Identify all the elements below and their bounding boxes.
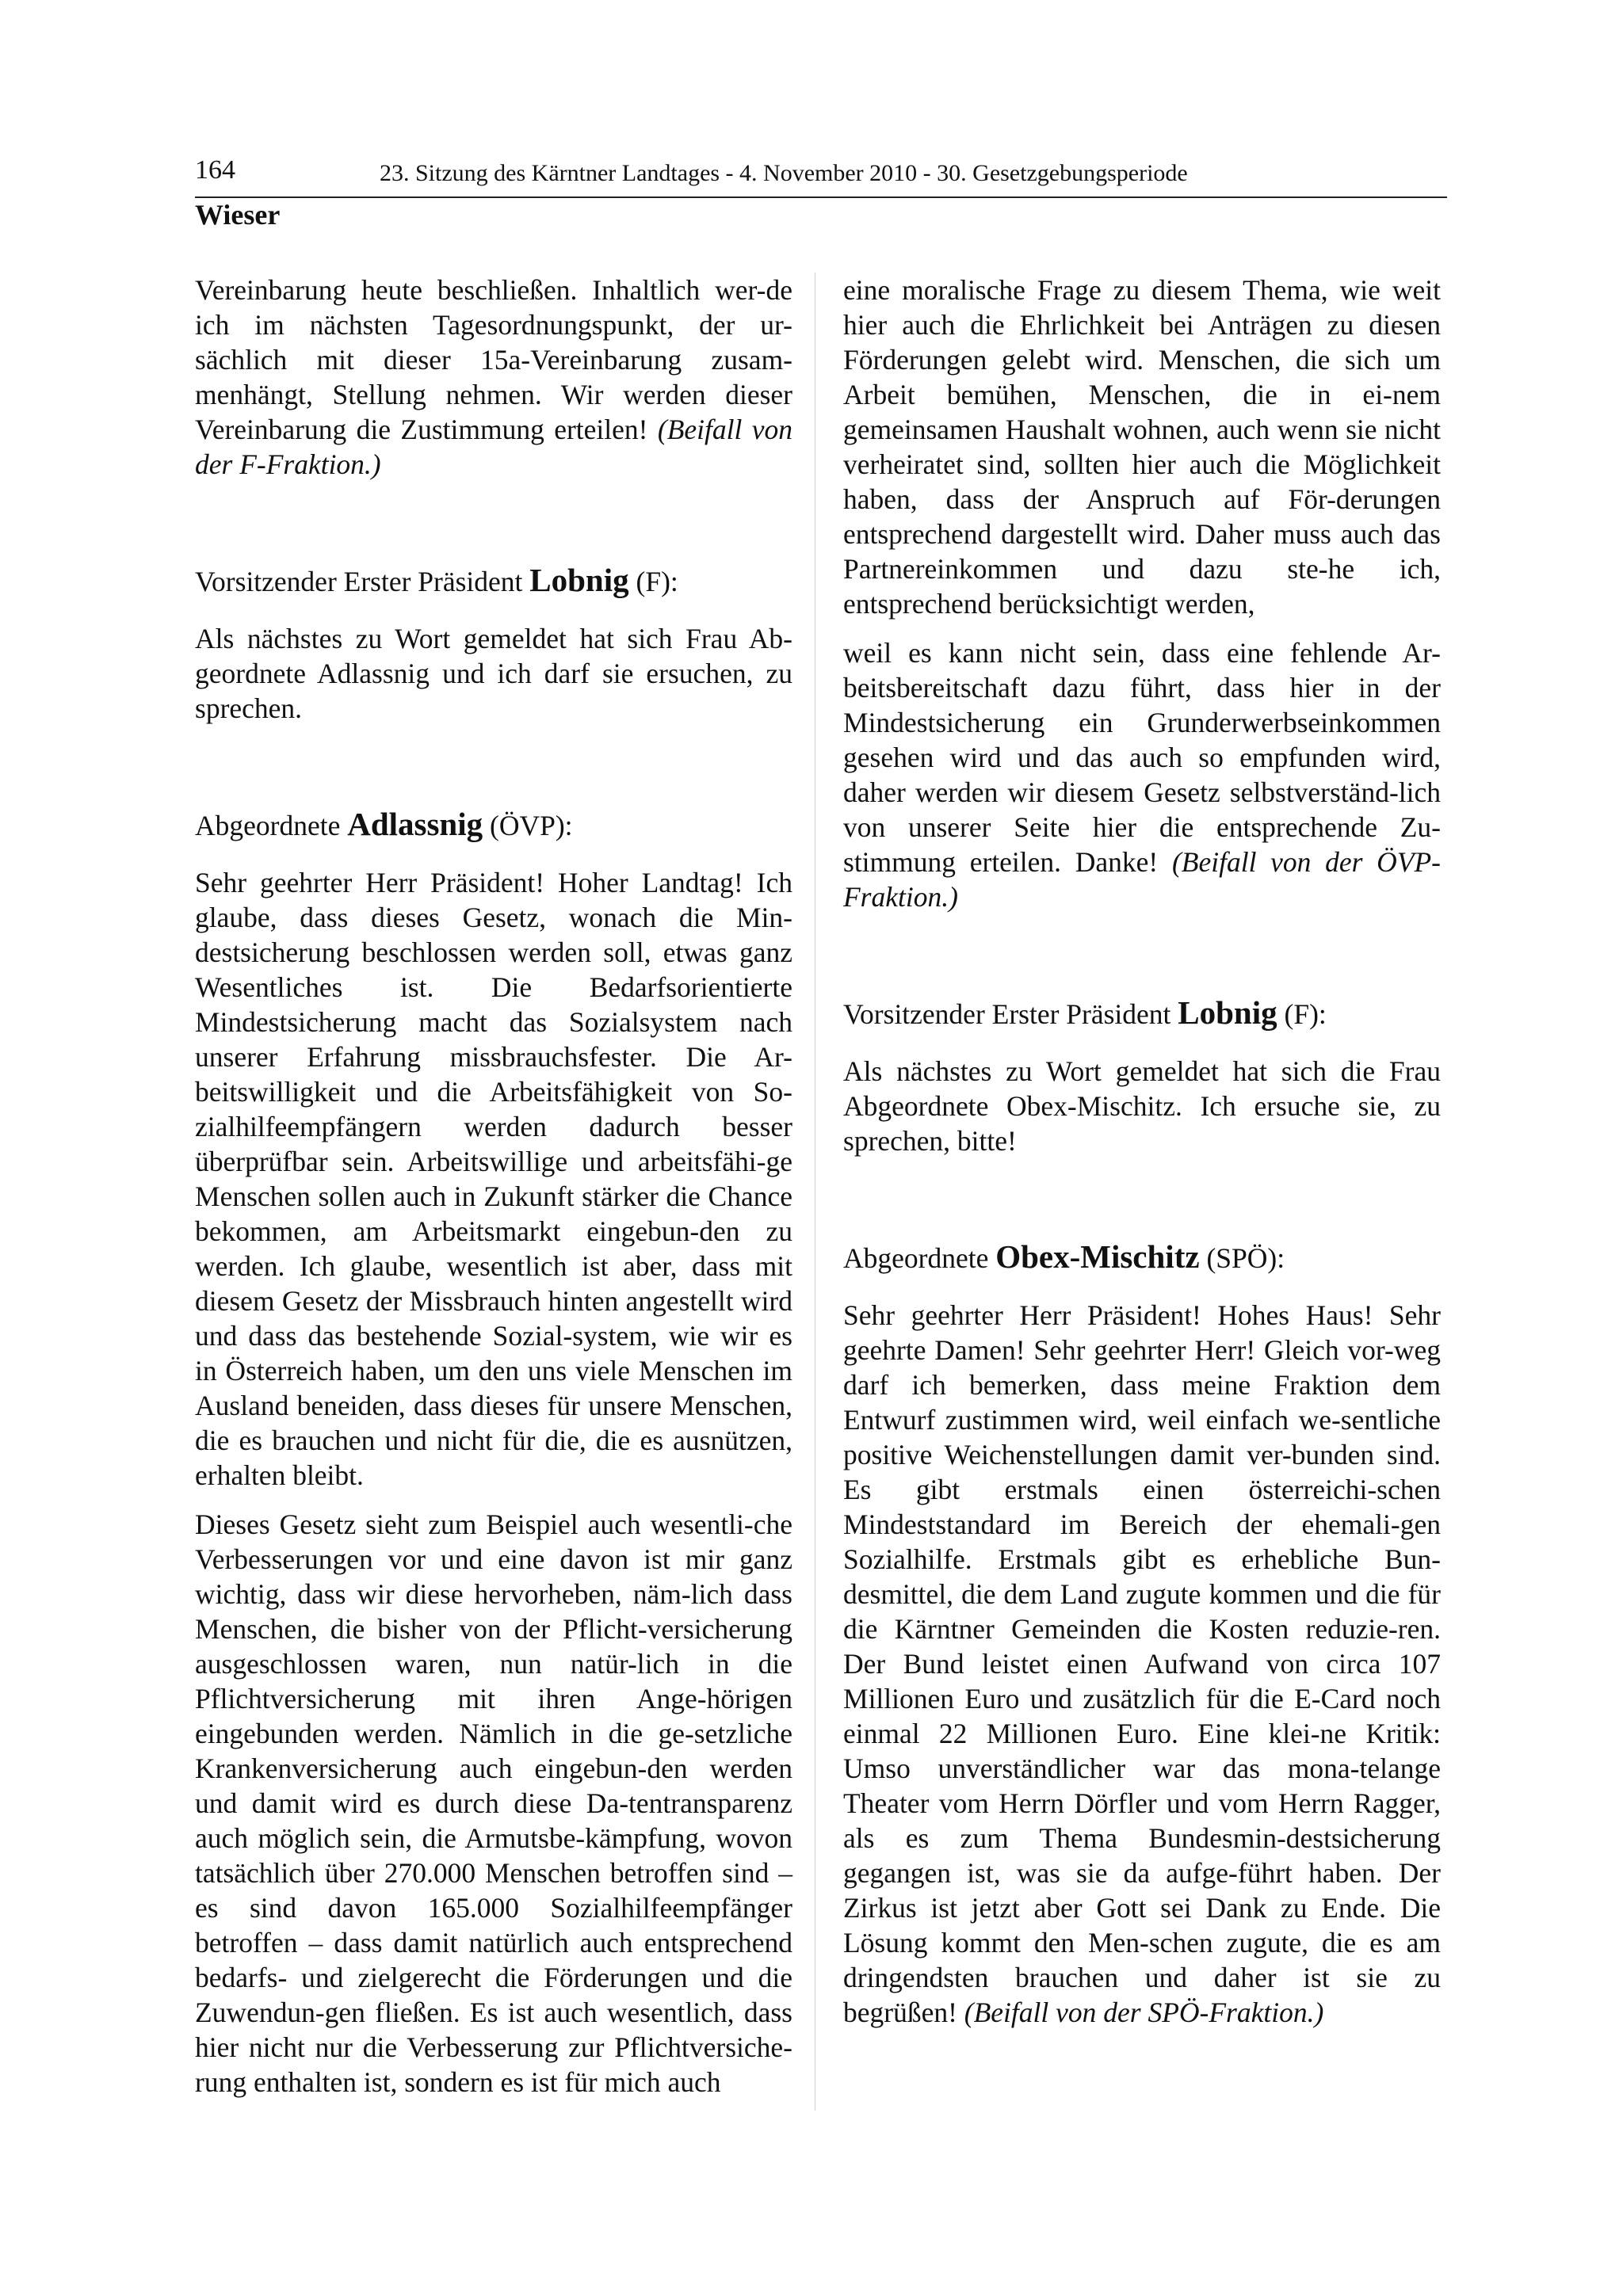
speaker-name: Adlassnig	[347, 806, 483, 842]
speaker-role: Abgeordnete	[843, 1242, 996, 1274]
speaker-heading	[195, 807, 792, 843]
speaker-party: (ÖVP):	[483, 810, 573, 841]
paragraph-text: Sehr geehrter Herr Präsident! Hohes Haus! Sehr geehrte Damen! Sehr geehrter Herr! Gleich vor-weg darf ich bemerken, dass meine Fraktion dem Entwurf zustimmen wird, weil einfach we-sentliche positive Weichenstellungen damit ver-bunden sind. Es gibt erstmals einen österreichi-schen Mindeststandard im Bereich der ehemali-gen Sozialhilfe. Erstmals gibt es erhebliche Bun-desmittel, die dem Land zugute kommen und die für die Kärntner Gemeinden die Kosten reduzie-ren. Der Bund leistet einen Aufwand von circa 107 Millionen Euro und zusätzlich für die E-Card noch einmal 22 Millionen Euro. Eine klei-ne Kritik: Umso unverständlicher war das mona-telange Theater vom Herrn Dörfler und vom Herrn Ragger, als es zum Thema Bundesmin-destsicherung gegangen ist, was sie da aufge-führt haben. Der Zirkus ist jetzt aber Gott sei Dank zu Ende. Die Lösung kommt den Men-schen zugute, die es am dringendsten brauchen und daher ist sie zu begrüßen!	[843, 1299, 1441, 2028]
paragraph-text: Vereinbarung heute beschließen. Inhaltlich wer-de ich im nächsten Tagesordnungspunkt, der ur-sächlich mit dieser 15a-Vereinbarung zusam-menhängt, Stellung nehmen. Wir werden dieser Vereinbarung die Zustimmung erteilen!	[195, 274, 792, 445]
speaker-name: Lobnig	[529, 562, 629, 598]
applause-note: (Beifall von der F-Fraktion.)	[195, 414, 792, 480]
applause-note: (Beifall von der SPÖ-Fraktion.)	[964, 1997, 1324, 2028]
paragraph: Als nächstes zu Wort gemeldet hat sich Frau Ab-geordnete Adlassnig und ich darf sie ersuchen, zu sprechen.	[195, 623, 792, 724]
speaker-heading	[843, 995, 1441, 1032]
applause-note: (Beifall von der ÖVP-Fraktion.)	[843, 846, 1442, 913]
page-number: 164	[195, 155, 235, 185]
paragraph: Dieses Gesetz sieht zum Beispiel auch wesentli-che Verbesserungen vor und eine davon ist mir ganz wichtig, dass wir diese hervorheben, näm-lich dass Menschen, die bisher von der Pflicht-versicherung ausgeschlossen waren, nun natür-lich in die Pflichtversicherung mit ihren Ange-hörigen eingebunden werden. Nämlich in die ge-setzliche Krankenversicherung auch eingebun-den werden und damit wird es durch diese Da-tentransparenz auch möglich sein, die Armutsbe-kämpfung, wovon tatsächlich über 270.000 Menschen betroffen sind – es sind davon 165.000 Sozialhilfeempfänger betroffen – dass damit natürlich auch entsprechend bedarfs- und zielgerecht die Förderungen und die Zuwendun-gen fließen. Es ist auch wesentlich, dass hier nicht nur die Verbesserung zur Pflichtversiche-rung enthalten ist, sondern es ist für mich auch	[195, 1508, 792, 2098]
session-title: 23. Sitzung des Kärntner Landtages - 4. November 2010 - 30. Gesetzgebungsperiode	[380, 160, 1188, 186]
speaker-party: (F):	[1277, 998, 1327, 1030]
speaker-heading	[195, 563, 792, 599]
paragraph	[843, 1298, 1441, 2030]
running-speaker-name: Wieser	[195, 199, 281, 231]
speaker-role: Vorsitzender Erster Präsident	[195, 566, 530, 597]
left-column	[195, 273, 792, 2100]
header-rule	[195, 196, 1447, 198]
speaker-role: Vorsitzender Erster Präsident	[843, 998, 1178, 1030]
paragraph: Als nächstes zu Wort gemeldet hat sich die Frau Abgeordnete Obex-Mischitz. Ich ersuche sie, zu sprechen, bitte!	[843, 1055, 1441, 1157]
paragraph-text: weil es kann nicht sein, dass eine fehlende Ar-beitsbereitschaft dazu führt, dass hier in der Mindestsicherung ein Grunderwerbseinkommen gesehen wird und das auch so empfunden wird, daher werden wir diesem Gesetz selbstverständ-lich von unserer Seite hier die entsprechende Zu-stimmung erteilen. Danke!	[843, 637, 1441, 878]
paragraph	[843, 635, 1441, 914]
right-column	[843, 273, 1441, 2030]
paragraph: Sehr geehrter Herr Präsident! Hoher Landtag! Ich glaube, dass dieses Gesetz, wonach die Min-destsicherung beschlossen werden soll, etwas ganz Wesentliches ist. Die Bedarfsorientierte Mindestsicherung macht das Sozialsystem nach unserer Erfahrung missbrauchsfester. Die Ar-beitswilligkeit und die Arbeitsfähigkeit von So-zialhilfeempfängern werden dadurch besser überprüfbar sein. Arbeitswillige und arbeitsfähi-ge Menschen sollen auch in Zukunft stärker die Chance bekommen, am Arbeitsmarkt eingebun-den zu werden. Ich glaube, wesentlich ist aber, dass mit diesem Gesetz der Missbrauch hinten angestellt wird und dass das bestehende Sozial-system, wie wir es in Österreich haben, um den uns viele Menschen im Ausland beneiden, dass dieses für unsere Menschen, die es brauchen und nicht für die, die es ausnützen, erhalten bleibt.	[195, 867, 792, 1491]
speaker-name: Obex-Mischitz	[995, 1238, 1200, 1275]
paragraph	[195, 273, 792, 482]
speaker-role: Abgeordnete	[195, 810, 348, 841]
paragraph: eine moralische Frage zu diesem Thema, wie weit hier auch die Ehrlichkeit bei Anträgen zu diesen Förderungen gelebt wird. Menschen, die sich um Arbeit bemühen, Menschen, die in ei-nem gemeinsamen Haushalt wohnen, auch wenn sie nicht verheiratet sind, sollten hier auch die Möglichkeit haben, dass der Anspruch auf För-derungen entsprechend dargestellt wird. Daher muss auch das Partnereinkommen und dazu ste-he ich, entsprechend berücksichtigt werden,	[843, 274, 1441, 620]
speaker-name: Lobnig	[1178, 994, 1277, 1031]
speaker-party: (F):	[628, 566, 678, 597]
speaker-heading	[843, 1239, 1441, 1276]
speaker-party: (SPÖ):	[1199, 1242, 1285, 1274]
